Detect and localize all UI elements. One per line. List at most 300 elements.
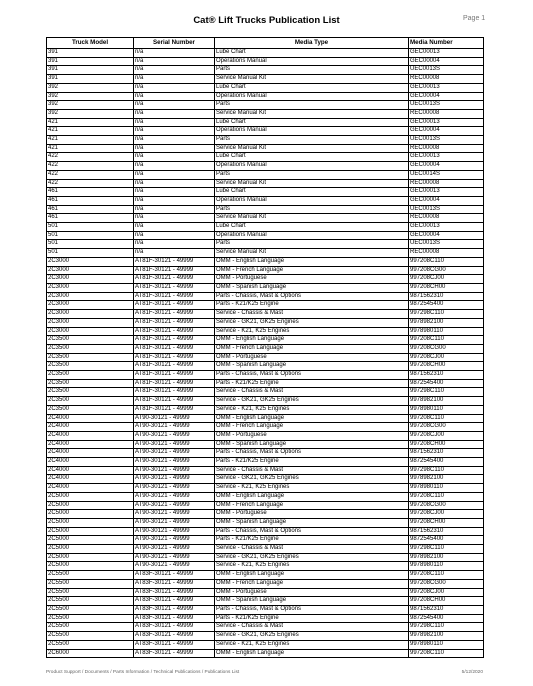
cell-media-number: 997208CH00 (409, 518, 484, 527)
cell-media-type: Operations Manual (215, 92, 409, 101)
cell-serial-number: AT81F-30121 - 49999 (134, 362, 215, 371)
cell-serial-number: n/a (134, 136, 215, 145)
table-row (47, 423, 484, 432)
cell-media-number: REC00008 (409, 109, 484, 118)
table-row (47, 162, 484, 171)
cell-truck-model: 391 (47, 66, 134, 75)
cell-truck-model: 2C3000 (47, 327, 134, 336)
cell-media-type: Operations Manual (215, 127, 409, 136)
cell-media-number: GEC00004 (409, 196, 484, 205)
cell-truck-model: 2C3000 (47, 283, 134, 292)
column-header-serial-number: Serial Number (134, 38, 215, 49)
cell-truck-model: 421 (47, 144, 134, 153)
cell-media-type: OMM - French Language (215, 501, 409, 510)
table-row (47, 57, 484, 66)
cell-media-type: OMM - Portuguese (215, 431, 409, 440)
table-row (47, 249, 484, 258)
cell-serial-number: AT90-30121 - 49999 (134, 527, 215, 536)
cell-media-type: Service - K21, K25 Engines (215, 640, 409, 649)
table-row (47, 597, 484, 606)
table-row (47, 640, 484, 649)
cell-truck-model: 2C4000 (47, 414, 134, 423)
cell-serial-number: AT90-30121 - 49999 (134, 475, 215, 484)
cell-truck-model: 2C4000 (47, 475, 134, 484)
cell-truck-model: 2C3000 (47, 275, 134, 284)
table-row (47, 118, 484, 127)
cell-media-number: 9978982100 (409, 632, 484, 641)
cell-truck-model: 2C4000 (47, 423, 134, 432)
cell-media-type: Operations Manual (215, 231, 409, 240)
cell-serial-number: AT81F-30121 - 49999 (134, 275, 215, 284)
cell-media-type: Parts - K21/K25 Engine (215, 614, 409, 623)
table-row (47, 414, 484, 423)
cell-serial-number: n/a (134, 223, 215, 232)
cell-media-type: Parts (215, 66, 409, 75)
cell-truck-model: 2C3000 (47, 310, 134, 319)
table-row (47, 223, 484, 232)
cell-media-type: Parts - K21/K25 Engine (215, 458, 409, 467)
cell-media-number: 997208C110 (409, 649, 484, 658)
cell-media-type: OMM - Spanish Language (215, 518, 409, 527)
table-row (47, 49, 484, 58)
cell-serial-number: n/a (134, 109, 215, 118)
table-row (47, 318, 484, 327)
cell-serial-number: AT81F-30121 - 49999 (134, 327, 215, 336)
publication-table (46, 37, 484, 658)
cell-serial-number: n/a (134, 92, 215, 101)
cell-media-type: Lube Chart (215, 223, 409, 232)
cell-media-number: REC00008 (409, 249, 484, 258)
cell-truck-model: 2C6000 (47, 649, 134, 658)
table-row (47, 310, 484, 319)
table-row (47, 127, 484, 136)
cell-media-type: Operations Manual (215, 162, 409, 171)
cell-media-type: Service - GK21, GK25 Engines (215, 397, 409, 406)
cell-media-number: 9872545400 (409, 536, 484, 545)
table-row (47, 614, 484, 623)
cell-media-type: OMM - English Language (215, 414, 409, 423)
table-row (47, 75, 484, 84)
column-header-media-number: Media Number (409, 38, 484, 49)
cell-media-number: GEC00013 (409, 83, 484, 92)
table-row (47, 623, 484, 632)
cell-serial-number: AT81F-30121 - 49999 (134, 301, 215, 310)
cell-media-type: Parts (215, 205, 409, 214)
cell-media-type: OMM - Portuguese (215, 588, 409, 597)
cell-media-type: Parts (215, 136, 409, 145)
cell-media-number: UEC0014S (409, 170, 484, 179)
cell-media-number: 9871562310 (409, 606, 484, 615)
cell-media-number: 997298C110 (409, 388, 484, 397)
cell-media-number: UEC0013S (409, 66, 484, 75)
page-number: Page 1 (463, 15, 486, 22)
table-row (47, 579, 484, 588)
table-row (47, 292, 484, 301)
cell-media-type: Parts (215, 240, 409, 249)
cell-media-type: Lube Chart (215, 153, 409, 162)
cell-serial-number: AT90-30121 - 49999 (134, 510, 215, 519)
cell-media-type: Operations Manual (215, 196, 409, 205)
cell-truck-model: 392 (47, 92, 134, 101)
cell-serial-number: AT81F-30121 - 49999 (134, 388, 215, 397)
table-row (47, 649, 484, 658)
cell-truck-model: 2C3500 (47, 397, 134, 406)
cell-serial-number: AT90-30121 - 49999 (134, 414, 215, 423)
table-row (47, 571, 484, 580)
cell-serial-number: n/a (134, 170, 215, 179)
cell-truck-model: 461 (47, 214, 134, 223)
table-row (47, 283, 484, 292)
cell-truck-model: 2C3500 (47, 362, 134, 371)
cell-truck-model: 2C5000 (47, 553, 134, 562)
cell-truck-model: 2C4000 (47, 484, 134, 493)
cell-media-number: 9871562310 (409, 371, 484, 380)
cell-serial-number: n/a (134, 179, 215, 188)
cell-media-type: OMM - English Language (215, 336, 409, 345)
cell-media-type: OMM - English Language (215, 492, 409, 501)
cell-media-type: OMM - Spanish Language (215, 597, 409, 606)
cell-truck-model: 422 (47, 153, 134, 162)
cell-media-type: Service Manual Kit (215, 179, 409, 188)
table-row (47, 388, 484, 397)
cell-serial-number: AT81F-30121 - 49999 (134, 292, 215, 301)
cell-media-type: Service Manual Kit (215, 109, 409, 118)
cell-serial-number: AT81F-30121 - 49999 (134, 336, 215, 345)
cell-serial-number: AT90-30121 - 49999 (134, 518, 215, 527)
cell-media-type: Service Manual Kit (215, 144, 409, 153)
cell-media-type: Service Manual Kit (215, 75, 409, 84)
cell-media-number: UEC0013S (409, 101, 484, 110)
cell-media-type: Service - GK21, GK25 Engines (215, 475, 409, 484)
cell-truck-model: 2C5500 (47, 632, 134, 641)
cell-serial-number: AT90-30121 - 49999 (134, 536, 215, 545)
cell-truck-model: 2C3500 (47, 353, 134, 362)
table-row (47, 144, 484, 153)
table-row (47, 431, 484, 440)
cell-media-number: 997208C110 (409, 336, 484, 345)
cell-media-number: 9978980110 (409, 640, 484, 649)
cell-media-type: Parts - K21/K25 Engine (215, 301, 409, 310)
cell-truck-model: 391 (47, 49, 134, 58)
cell-truck-model: 2C3500 (47, 388, 134, 397)
footer-date: 5/12/2020 (461, 670, 483, 675)
cell-truck-model: 2C4000 (47, 440, 134, 449)
cell-truck-model: 2C3000 (47, 301, 134, 310)
cell-truck-model: 2C4000 (47, 466, 134, 475)
cell-media-type: Service - Chassis & Mast (215, 310, 409, 319)
cell-media-type: Service - GK21, GK25 Engines (215, 553, 409, 562)
cell-serial-number: n/a (134, 101, 215, 110)
table-row (47, 379, 484, 388)
cell-media-number: 997208CG00 (409, 579, 484, 588)
cell-media-type: OMM - English Language (215, 257, 409, 266)
cell-serial-number: n/a (134, 49, 215, 58)
cell-serial-number: AT83F-30121 - 49999 (134, 640, 215, 649)
cell-media-type: OMM - Portuguese (215, 510, 409, 519)
table-row (47, 562, 484, 571)
cell-media-type: OMM - Portuguese (215, 353, 409, 362)
cell-media-number: 997298C110 (409, 545, 484, 554)
cell-serial-number: n/a (134, 214, 215, 223)
cell-truck-model: 2C3000 (47, 292, 134, 301)
cell-media-type: Service Manual Kit (215, 249, 409, 258)
table-row (47, 440, 484, 449)
cell-serial-number: AT83F-30121 - 49999 (134, 623, 215, 632)
cell-media-type: Parts - Chassis, Mast & Options (215, 449, 409, 458)
table-row (47, 240, 484, 249)
table-row (47, 501, 484, 510)
cell-media-number: GEC00004 (409, 57, 484, 66)
cell-serial-number: n/a (134, 144, 215, 153)
cell-serial-number: n/a (134, 118, 215, 127)
cell-truck-model: 461 (47, 205, 134, 214)
cell-media-number: 9871562310 (409, 449, 484, 458)
table-row (47, 518, 484, 527)
cell-media-number: REC00008 (409, 179, 484, 188)
cell-serial-number: n/a (134, 153, 215, 162)
cell-serial-number: n/a (134, 127, 215, 136)
table-row (47, 362, 484, 371)
cell-media-number: GEC00013 (409, 188, 484, 197)
cell-truck-model: 2C5000 (47, 562, 134, 571)
cell-serial-number: n/a (134, 249, 215, 258)
table-row (47, 553, 484, 562)
cell-media-number: 997208CG00 (409, 266, 484, 275)
cell-truck-model: 2C4000 (47, 458, 134, 467)
cell-truck-model: 2C3500 (47, 379, 134, 388)
table-row (47, 545, 484, 554)
cell-media-number: 9978980110 (409, 484, 484, 493)
cell-truck-model: 2C3500 (47, 405, 134, 414)
table-row (47, 136, 484, 145)
cell-media-number: 997208C110 (409, 414, 484, 423)
cell-media-number: GEC00013 (409, 223, 484, 232)
cell-media-type: Parts - Chassis, Mast & Options (215, 371, 409, 380)
cell-media-number: 997298C110 (409, 466, 484, 475)
cell-truck-model: 461 (47, 188, 134, 197)
cell-media-type: Parts - Chassis, Mast & Options (215, 606, 409, 615)
cell-media-type: Parts (215, 101, 409, 110)
cell-serial-number: AT90-30121 - 49999 (134, 562, 215, 571)
table-row (47, 214, 484, 223)
cell-serial-number: AT83F-30121 - 49999 (134, 606, 215, 615)
cell-media-type: OMM - English Language (215, 649, 409, 658)
cell-serial-number: AT90-30121 - 49999 (134, 492, 215, 501)
cell-media-number: 997208CJ00 (409, 588, 484, 597)
cell-serial-number: AT90-30121 - 49999 (134, 423, 215, 432)
cell-media-type: Parts - Chassis, Mast & Options (215, 292, 409, 301)
table-row (47, 170, 484, 179)
cell-serial-number: AT90-30121 - 49999 (134, 449, 215, 458)
cell-truck-model: 2C3500 (47, 371, 134, 380)
cell-serial-number: AT81F-30121 - 49999 (134, 379, 215, 388)
cell-media-number: UEC0013S (409, 240, 484, 249)
cell-media-number: 9978982100 (409, 397, 484, 406)
table-row (47, 405, 484, 414)
cell-media-type: Service - Chassis & Mast (215, 545, 409, 554)
cell-media-type: OMM - Spanish Language (215, 362, 409, 371)
cell-media-type: Service - K21, K25 Engines (215, 405, 409, 414)
cell-media-type: Service - GK21, GK25 Engines (215, 318, 409, 327)
cell-serial-number: AT83F-30121 - 49999 (134, 614, 215, 623)
table-row (47, 66, 484, 75)
cell-media-number: 997208CH00 (409, 283, 484, 292)
cell-media-number: GEC00013 (409, 49, 484, 58)
cell-serial-number: n/a (134, 66, 215, 75)
cell-truck-model: 2C5000 (47, 492, 134, 501)
cell-media-number: GEC00004 (409, 127, 484, 136)
table-row (47, 196, 484, 205)
cell-media-number: 9872545400 (409, 458, 484, 467)
cell-serial-number: AT90-30121 - 49999 (134, 501, 215, 510)
cell-media-type: Lube Chart (215, 83, 409, 92)
cell-truck-model: 2C5500 (47, 597, 134, 606)
table-row (47, 257, 484, 266)
cell-serial-number: AT81F-30121 - 49999 (134, 257, 215, 266)
cell-truck-model: 2C5500 (47, 623, 134, 632)
table-row (47, 484, 484, 493)
table-row (47, 536, 484, 545)
cell-media-number: 9872545400 (409, 614, 484, 623)
cell-media-type: Service - K21, K25 Engines (215, 327, 409, 336)
cell-truck-model: 421 (47, 136, 134, 145)
cell-truck-model: 501 (47, 249, 134, 258)
cell-media-number: 997208CH00 (409, 362, 484, 371)
cell-media-type: OMM - Spanish Language (215, 283, 409, 292)
cell-truck-model: 2C5000 (47, 501, 134, 510)
cell-media-number: 997208C110 (409, 257, 484, 266)
table-row (47, 301, 484, 310)
table-row (47, 492, 484, 501)
cell-media-type: Lube Chart (215, 49, 409, 58)
cell-truck-model: 2C3500 (47, 344, 134, 353)
cell-media-type: OMM - French Language (215, 423, 409, 432)
cell-truck-model: 421 (47, 118, 134, 127)
cell-media-type: Lube Chart (215, 188, 409, 197)
cell-serial-number: n/a (134, 83, 215, 92)
cell-serial-number: AT90-30121 - 49999 (134, 458, 215, 467)
table-row (47, 510, 484, 519)
cell-media-number: 997208CJ00 (409, 353, 484, 362)
cell-media-type: Service - Chassis & Mast (215, 466, 409, 475)
table-row (47, 188, 484, 197)
cell-media-number: REC00008 (409, 75, 484, 84)
cell-serial-number: AT90-30121 - 49999 (134, 484, 215, 493)
cell-serial-number: n/a (134, 188, 215, 197)
cell-truck-model: 422 (47, 162, 134, 171)
cell-truck-model: 501 (47, 240, 134, 249)
cell-serial-number: n/a (134, 196, 215, 205)
table-row (47, 449, 484, 458)
cell-serial-number: AT81F-30121 - 49999 (134, 405, 215, 414)
cell-media-number: 997208CG00 (409, 423, 484, 432)
table-row (47, 205, 484, 214)
table-row (47, 588, 484, 597)
table-row (47, 527, 484, 536)
table-row (47, 397, 484, 406)
column-header-media-type: Media Type (215, 38, 409, 49)
cell-media-number: 997208CJ00 (409, 275, 484, 284)
cell-media-number: GEC00013 (409, 118, 484, 127)
cell-media-type: Service Manual Kit (215, 214, 409, 223)
cell-truck-model: 501 (47, 231, 134, 240)
page-title: Cat® Lift Trucks Publication List (193, 15, 340, 26)
cell-serial-number: n/a (134, 205, 215, 214)
cell-serial-number: AT90-30121 - 49999 (134, 466, 215, 475)
cell-truck-model: 391 (47, 75, 134, 84)
cell-media-number: UEC0013S (409, 205, 484, 214)
cell-media-number: GEC00013 (409, 153, 484, 162)
cell-media-number: GEC00004 (409, 231, 484, 240)
cell-media-number: 9978980110 (409, 405, 484, 414)
cell-truck-model: 2C5500 (47, 640, 134, 649)
table-body (47, 49, 484, 658)
cell-serial-number: AT81F-30121 - 49999 (134, 344, 215, 353)
cell-truck-model: 2C5000 (47, 536, 134, 545)
cell-media-number: 997208C110 (409, 571, 484, 580)
table-row (47, 632, 484, 641)
cell-truck-model: 392 (47, 101, 134, 110)
cell-media-type: Service - Chassis & Mast (215, 388, 409, 397)
cell-media-number: 997298C110 (409, 310, 484, 319)
cell-truck-model: 2C3500 (47, 336, 134, 345)
table-row (47, 231, 484, 240)
cell-media-type: OMM - Spanish Language (215, 440, 409, 449)
cell-media-type: Parts - K21/K25 Engine (215, 379, 409, 388)
cell-truck-model: 2C5000 (47, 510, 134, 519)
cell-media-number: 9872545400 (409, 379, 484, 388)
cell-truck-model: 2C5500 (47, 588, 134, 597)
cell-truck-model: 2C5500 (47, 571, 134, 580)
column-header-truck-model: Truck Model (47, 38, 134, 49)
cell-truck-model: 2C5000 (47, 518, 134, 527)
table-row (47, 353, 484, 362)
table-row (47, 92, 484, 101)
cell-truck-model: 2C4000 (47, 431, 134, 440)
cell-serial-number: n/a (134, 240, 215, 249)
cell-serial-number: n/a (134, 57, 215, 66)
table-header-row (47, 38, 484, 49)
cell-media-number: GEC00004 (409, 162, 484, 171)
cell-media-number: 9978980110 (409, 562, 484, 571)
cell-media-type: Service - GK21, GK25 Engines (215, 632, 409, 641)
table-row (47, 266, 484, 275)
cell-media-number: 997208CH00 (409, 597, 484, 606)
cell-media-number: 9978982100 (409, 318, 484, 327)
cell-truck-model: 2C5000 (47, 545, 134, 554)
cell-serial-number: AT81F-30121 - 49999 (134, 283, 215, 292)
cell-media-type: Operations Manual (215, 57, 409, 66)
cell-media-type: Parts - Chassis, Mast & Options (215, 527, 409, 536)
table-row (47, 83, 484, 92)
cell-serial-number: AT83F-30121 - 49999 (134, 649, 215, 658)
cell-truck-model: 2C3000 (47, 266, 134, 275)
cell-media-number: 9978982100 (409, 475, 484, 484)
cell-media-number: 9978980110 (409, 327, 484, 336)
table-row (47, 109, 484, 118)
cell-media-type: Service - Chassis & Mast (215, 623, 409, 632)
cell-media-type: Service - K21, K25 Engines (215, 562, 409, 571)
cell-serial-number: AT83F-30121 - 49999 (134, 632, 215, 641)
cell-serial-number: n/a (134, 162, 215, 171)
cell-truck-model: 2C3000 (47, 257, 134, 266)
table-row (47, 458, 484, 467)
cell-serial-number: AT81F-30121 - 49999 (134, 318, 215, 327)
table-row (47, 275, 484, 284)
cell-truck-model: 2C5000 (47, 527, 134, 536)
cell-serial-number: AT83F-30121 - 49999 (134, 597, 215, 606)
cell-serial-number: n/a (134, 231, 215, 240)
